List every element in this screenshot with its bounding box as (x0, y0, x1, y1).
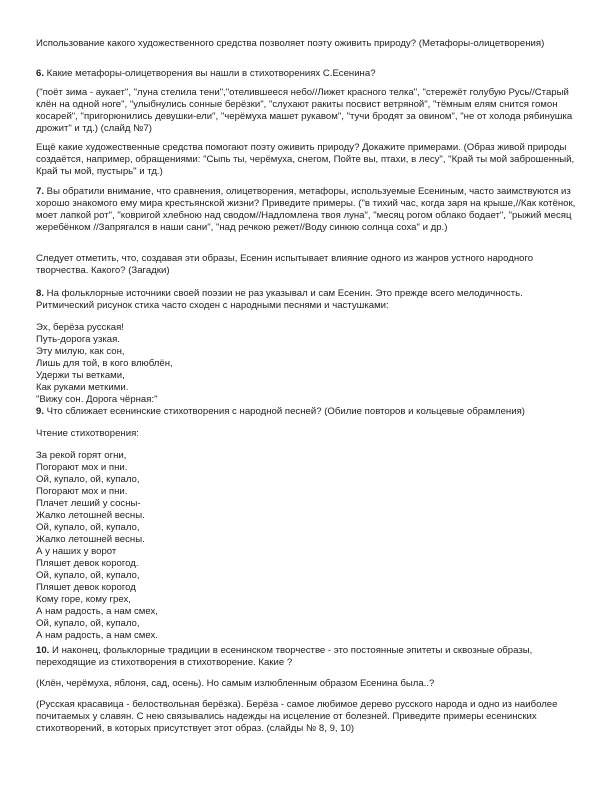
poem-line: Ой, купало, ой, купало, (36, 474, 140, 485)
poem-line: Жалко летошней весны. (36, 534, 145, 545)
poem-line: Погорают мох и пни. (36, 462, 128, 473)
question-8-text: На фольклорные источники своей поэзии не раз указывал и сам Есенин. Это прежде всего мелодичность. Ритмический рисунок стиха часто сходен с народными песнями и частушками: (36, 288, 523, 311)
folk-genre-paragraph: Следует отметить, что, создавая эти образы, Есенин испытывает влияние одного из жанров устного народного творчества. Какого? (Загадки) (36, 253, 534, 276)
question-8-number: 8. (36, 288, 45, 299)
question-7-number: 7. (36, 186, 45, 197)
question-10-number: 10. (36, 645, 50, 656)
poem-line: Ой, купало, ой, купало, (36, 618, 140, 629)
poem-line: Пляшет девок корогод. (36, 558, 139, 569)
question-6-text: Какие метафоры-олицетворения вы нашли в стихотворениях С.Есенина? (44, 68, 376, 79)
question-10 (36, 645, 581, 669)
question-6-number: 6. (36, 68, 45, 79)
poem-line: А нам радость, а нам смех. (36, 630, 158, 641)
question-7 (36, 186, 581, 234)
question-6 (36, 68, 581, 80)
poem-line: Жалко летошней весны. (36, 510, 145, 521)
favorite-images-paragraph: (Клён, черёмуха, яблоня, сад, осень). Но самым излюбленным образом Есенина была..? (36, 678, 435, 689)
poem-line: "Вижу сон. Дорога чёрная:" (36, 394, 158, 405)
question-9-text: Что сближает есенинские стихотворения с народной песней? (Обилие повторов и кольцевые обрамления) (44, 406, 525, 417)
poem-line: Эх, берёза русская! (36, 322, 124, 333)
poem-line: А у наших у ворот (36, 546, 117, 557)
poem-line: Как руками меткими. (36, 382, 129, 393)
birch-paragraph: (Русская красавица - белоствольная берёзка). Берёза - самое любимое дерево русского народа и одно из наиболее почитаемых у славян. С нею связывались надежды на исцеление от болезней. Приведите примеры есенинских стихотворений, в которых присутствует этот образ. (слайды № 8, 9, 10) (36, 699, 558, 734)
question-7-text: Вы обратили внимание, что сравнения, олицетворения, метафоры, используемые Есениным, часто заимствуются из хорошо знакомого ему мира крестьянской жизни? Приведите примеры. ("в тихий час, когда заря на крыше,//Как котёнок, моет лапкой рот", "ковригой хлебною над сводом//Надломлена твоя луна", "месяц рогом облако бодает", "рыжий месяц жеребёнком //Запрягался в наши сани", "над речкою режет//Воду синюю солнца соха" и др.) (36, 186, 576, 233)
poem-line: Эту милую, как сон, (36, 346, 125, 357)
intro-paragraph: Использование какого художественного средства позволяет поэту оживить природу? (Метафоры-олицетворения) (36, 38, 545, 49)
poem-line: Ой, купало, ой, купало, (36, 570, 140, 581)
metaphor-examples-paragraph: ("поёт зима - аукает", "луна стелила тени","отелившееся небо//Лижет красного телка", "стережёт голубую Русь//Старый клён на одной ноге", "улыбнулись сонные берёзки", "слухают ракиты посвист ветряной", "тёмным елям снится гомон косарей", "пригорюнились девушки-ели", "черёмуха машет рукавом", "тучи бродят за овином", "не от холода рябинушка дрожит" и тд.) (слайд №7) (36, 87, 573, 134)
question-9-number: 9. (36, 406, 45, 417)
question-8 (36, 288, 581, 312)
poem-line: Ой, купало, ой, купало, (36, 522, 140, 533)
poem-line: Пляшет девок корогод (36, 582, 136, 593)
poem-line: Плачет леший у сосны- (36, 498, 141, 509)
question-10-text: И наконец, фольклорные традиции в есенинском творчестве - это постоянные эпитеты и сквозные образы, переходящие из стихотворения в стихотворение. Какие ? (36, 645, 533, 668)
poem-line: А нам радость, а нам смех, (36, 606, 158, 617)
poem-line: Кому горе, кому грех, (36, 594, 131, 605)
poem-line: Удержи ты ветками, (36, 370, 125, 381)
poem-line: Лишь для той, в кого влюблён, (36, 358, 173, 369)
poem-birch (36, 322, 173, 406)
poem-line: За рекой горят огни, (36, 450, 127, 461)
poem-kupalo (36, 450, 158, 642)
poem-line: Погорают мох и пни. (36, 486, 128, 497)
poem-line: Путь-дорога узкая. (36, 334, 120, 345)
other-devices-paragraph: Ещё какие художественные средства помогают поэту оживить природу? Докажите примерами. (Образ живой природы создаётся, например, обращениями: "Сыпь ты, черёмуха, снегом, Пойте вы, птахи, в лесу", "Край ты мой заброшенный, Край ты мой, пустырь" и тд.) (36, 142, 575, 177)
reading-label: Чтение стихотворения: (36, 428, 139, 439)
question-9 (36, 406, 581, 418)
